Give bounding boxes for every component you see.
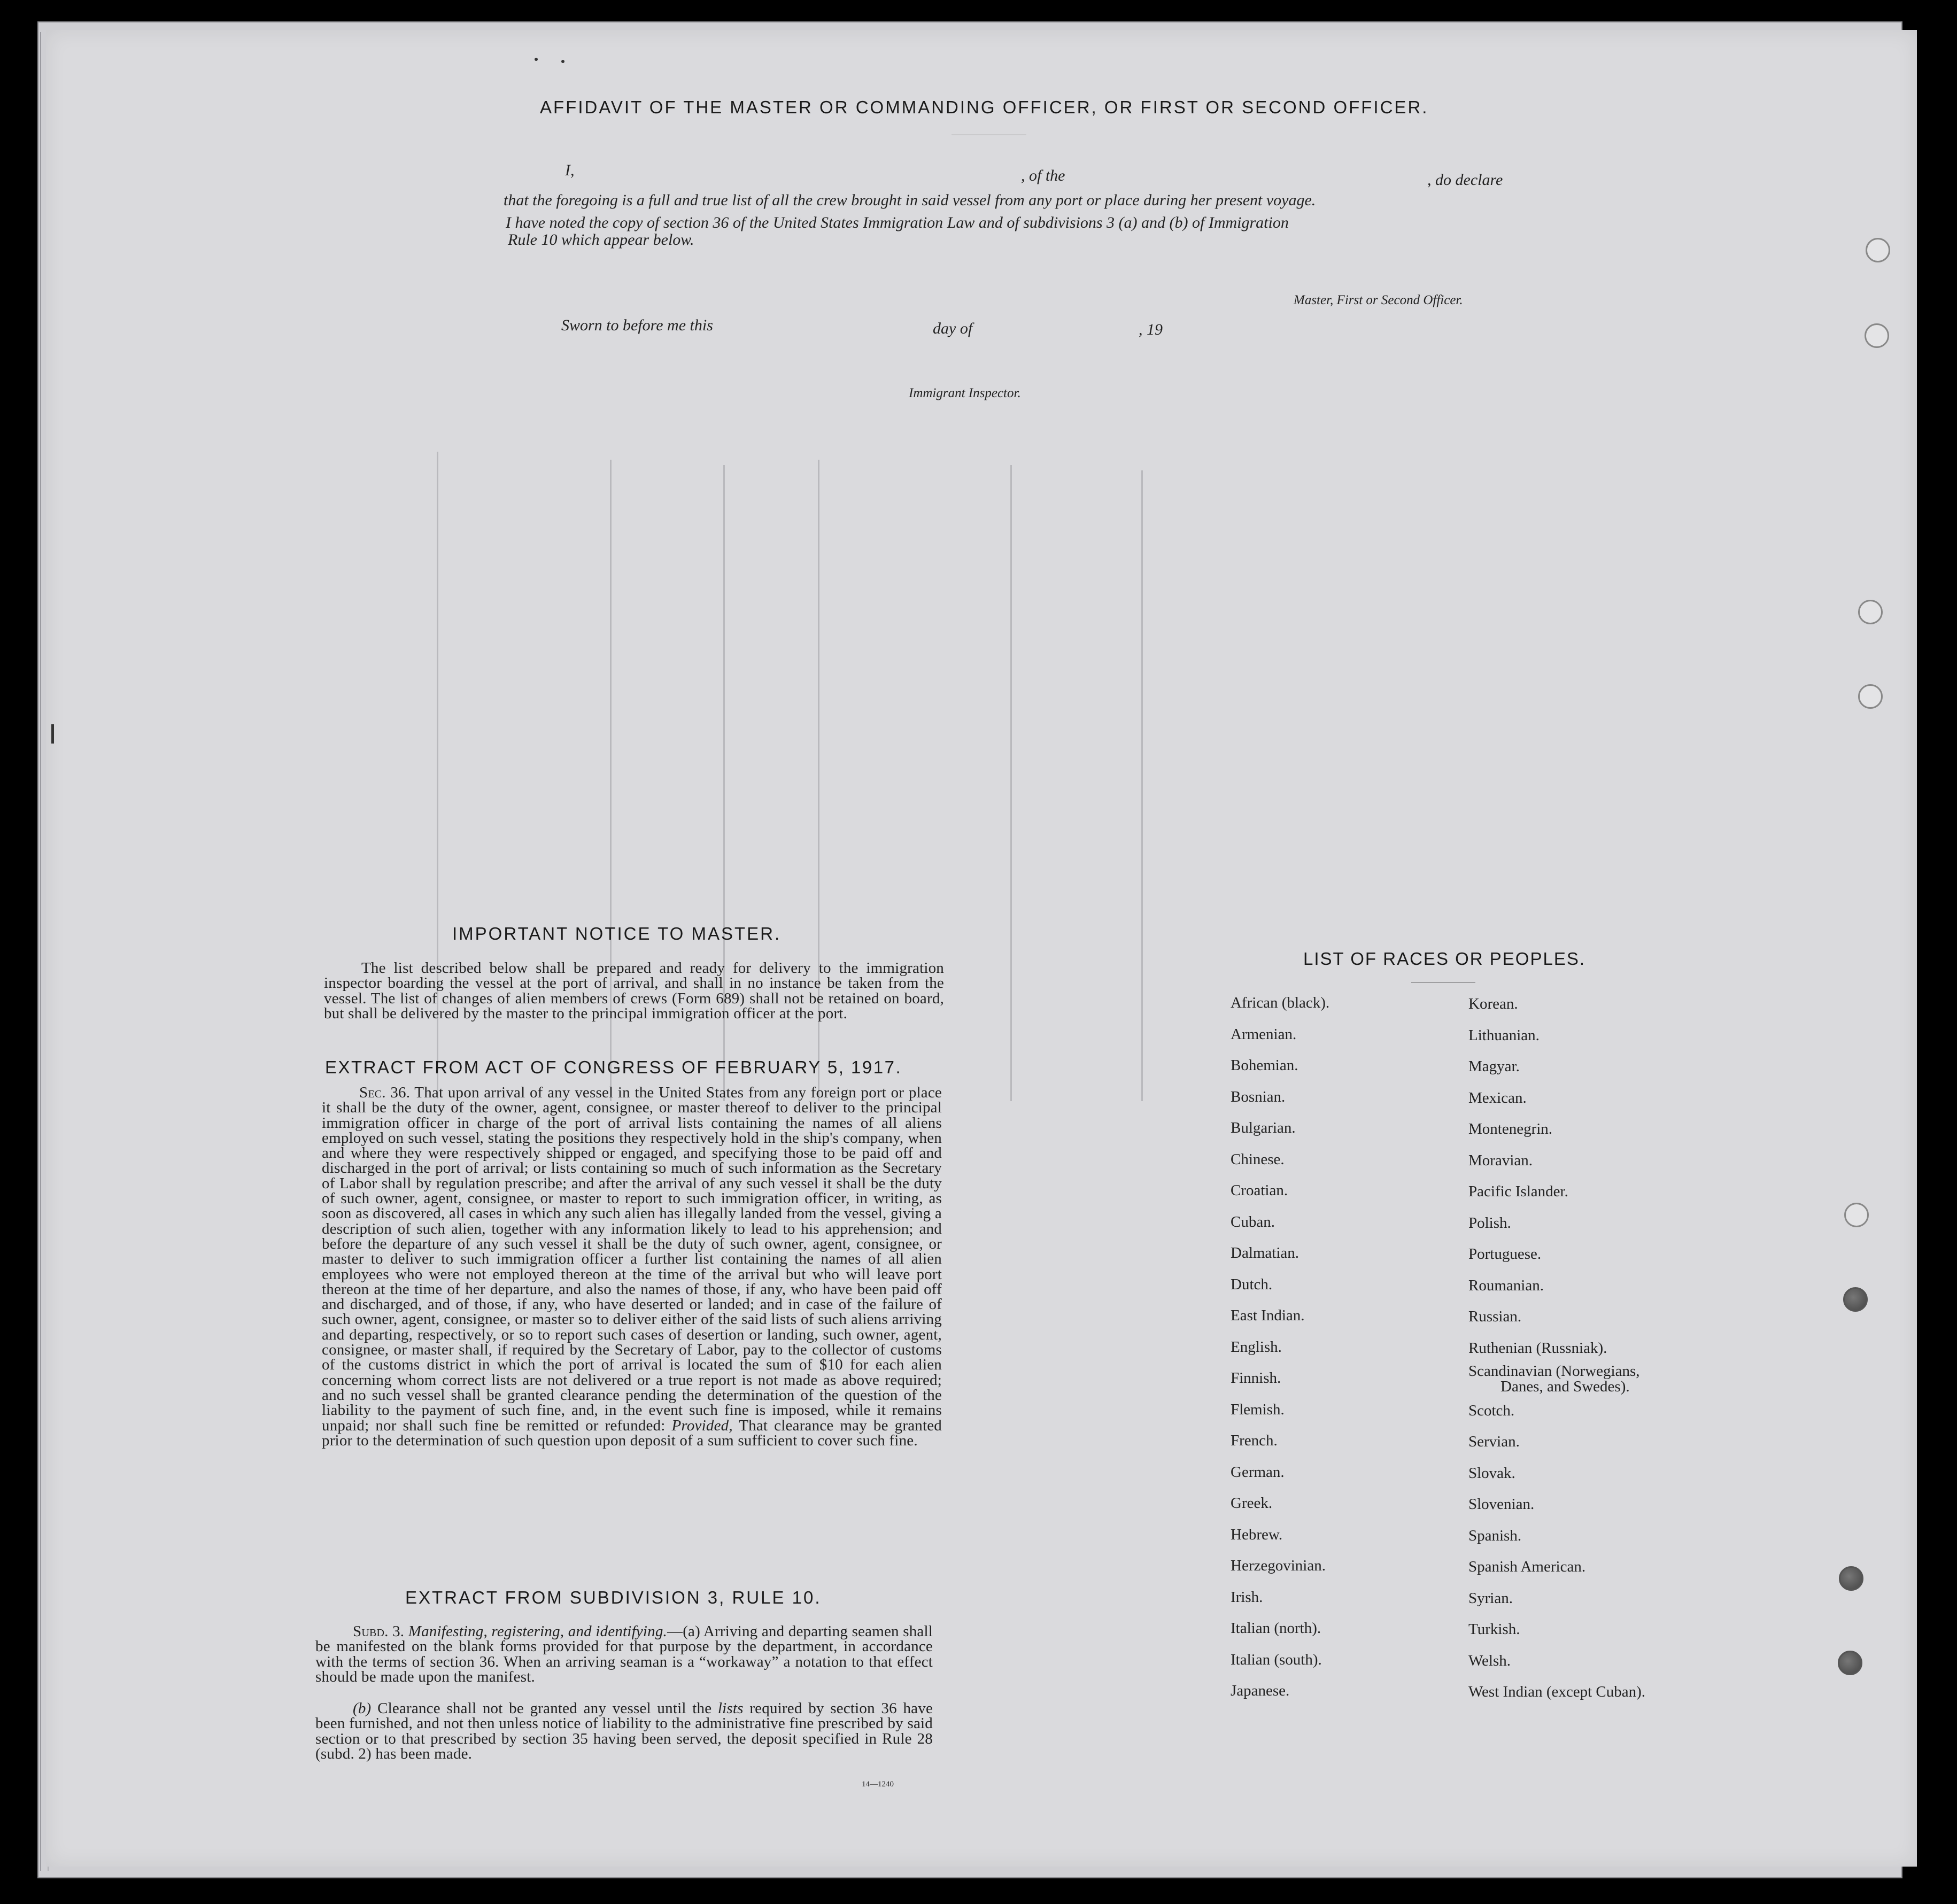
- race-item: Ruthenian (Russniak).: [1468, 1339, 1607, 1357]
- races-left-column: [1231, 987, 1329, 1707]
- para-b-lists: lists: [717, 1700, 744, 1717]
- race-item: Herzegovinian.: [1231, 1557, 1326, 1574]
- race-item: Italian (north).: [1231, 1620, 1321, 1637]
- races-right-column: [1468, 988, 1645, 1708]
- race-item: Magyar.: [1468, 1058, 1520, 1075]
- binder-hole-icon: [1865, 323, 1889, 348]
- affidavit-line-3: I have noted the copy of section 36 of the United States Immigration Law and of subdivisions 3 (a) and (b) of Immigration: [506, 214, 1289, 231]
- rule-para-b: [315, 1701, 933, 1761]
- rule-para-a: [315, 1624, 933, 1684]
- race-item: Bohemian.: [1231, 1057, 1298, 1074]
- race-item: Spanish.: [1468, 1527, 1522, 1544]
- stray-mark: [561, 60, 564, 63]
- race-item: Turkish.: [1468, 1621, 1520, 1638]
- race-item: Portuguese.: [1468, 1245, 1542, 1263]
- race-item: Bosnian.: [1231, 1088, 1286, 1105]
- affidavit-line-2: that the foregoing is a full and true list of all the crew brought in said vessel from any port or place during her present voyage.: [504, 191, 1316, 209]
- race-item: Dutch.: [1231, 1275, 1273, 1293]
- notice-text: The list described below shall be prepared and ready for delivery to the immigration inspector boarding the vessel at the port of arrival, and shall in no instance be taken from the vessel. The list of changes of alien members of crews (Form 689) shall not be retained on board, but shall be delivered by the master to the principal immigration officer at the port.: [324, 959, 944, 1022]
- para-b-1: Clearance shall not be granted any vessel until the: [377, 1700, 712, 1717]
- race-item: Italian (south).: [1231, 1651, 1322, 1668]
- affidavit-title: AFFIDAVIT OF THE MASTER OR COMMANDING OFFICER, OR FIRST OR SECOND OFFICER.: [540, 97, 1429, 117]
- sec-36-end: That clearance may be granted prior to the determination of such question upon deposit of a sum sufficient to cover such fine.: [322, 1417, 942, 1449]
- race-item: Dalmatian.: [1231, 1244, 1299, 1261]
- binder-hole-icon: [1858, 600, 1883, 624]
- affidavit-i: I,: [565, 161, 575, 179]
- race-item: Russian.: [1468, 1308, 1522, 1325]
- binder-hole-icon: [1844, 1203, 1869, 1227]
- race-item: French.: [1231, 1432, 1278, 1449]
- race-item: Irish.: [1231, 1588, 1263, 1606]
- binder-hole-icon: [1838, 1651, 1862, 1675]
- race-item: Japanese.: [1231, 1682, 1290, 1699]
- subd-para-a: —(a) Arriving and departing seamen shall be manifested on the blank forms provided for that purpose by the department, in accordance with the terms of section 36. When an arriving seaman is a “workaway” a notation to that effect should be made upon the manifest.: [315, 1623, 933, 1685]
- extract-act-title: EXTRACT FROM ACT OF CONGRESS OF FEBRUARY 5, 1917.: [325, 1057, 902, 1077]
- extract-rule-title: EXTRACT FROM SUBDIVISION 3, RULE 10.: [405, 1588, 822, 1607]
- race-item: Syrian.: [1468, 1589, 1513, 1607]
- race-item: Spanish American.: [1468, 1558, 1586, 1575]
- form-number: 14—1240: [862, 1780, 894, 1789]
- race-item-scandinavian: Scandinavian (Norwegians,: [1468, 1363, 1640, 1380]
- stray-mark: [535, 58, 538, 61]
- race-item: Moravian.: [1468, 1151, 1533, 1169]
- binder-hole-icon: [1843, 1287, 1868, 1312]
- race-item: Finnish.: [1231, 1369, 1281, 1387]
- race-item: Polish.: [1468, 1214, 1511, 1232]
- binder-hole-icon: [1858, 684, 1883, 709]
- affidavit-line-4: Rule 10 which appear below.: [508, 231, 694, 249]
- race-item: Roumanian.: [1468, 1276, 1544, 1294]
- sec-36-label: Sec. 36.: [359, 1084, 411, 1101]
- para-b-2: required by section 36 have been furnished, and not then unless notice of liability to the administrative fine prescribed by said section or to that prescribed by section 35 having been served, the deposit specified in Rule 28 (subd. 2) has been made.: [315, 1700, 933, 1762]
- race-item: Cuban.: [1231, 1213, 1275, 1230]
- race-item: Croatian.: [1231, 1182, 1288, 1199]
- race-item: Bulgarian.: [1231, 1119, 1296, 1136]
- race-item: Servian.: [1468, 1433, 1520, 1450]
- notice-title: IMPORTANT NOTICE TO MASTER.: [452, 924, 782, 943]
- race-item-scandinavian-cont: Danes, and Swedes).: [1500, 1378, 1630, 1395]
- race-item: Greek.: [1231, 1495, 1273, 1512]
- inspector-label: Immigrant Inspector.: [909, 386, 1021, 400]
- races-title: LIST OF RACES OR PEOPLES.: [1303, 949, 1586, 969]
- race-item: East Indian.: [1231, 1307, 1305, 1324]
- para-b-label: (b): [353, 1700, 372, 1717]
- form-column-line: [1010, 465, 1012, 1101]
- master-signature-label: Master, First or Second Officer.: [1294, 293, 1463, 307]
- race-item: Korean.: [1468, 995, 1518, 1012]
- extract-act-text: [322, 1085, 942, 1448]
- race-item: Mexican.: [1468, 1089, 1527, 1106]
- affidavit-do-declare: , do declare: [1427, 171, 1503, 189]
- form-column-line: [1141, 470, 1143, 1101]
- subd-heading: Manifesting, registering, and identifying.: [408, 1623, 667, 1640]
- stray-mark: [51, 724, 54, 744]
- day-of-text: day of: [933, 320, 973, 337]
- race-item: Montenegrin.: [1468, 1120, 1553, 1137]
- race-item: African (black).: [1231, 994, 1330, 1011]
- subd-label: Subd. 3.: [353, 1623, 405, 1640]
- race-item: Welsh.: [1468, 1652, 1511, 1669]
- race-item: Armenian.: [1231, 1025, 1297, 1043]
- race-item: [1468, 1364, 1645, 1395]
- race-item: Slovenian.: [1468, 1496, 1535, 1513]
- race-item: English.: [1231, 1338, 1282, 1356]
- race-item: Flemish.: [1231, 1400, 1285, 1418]
- year-prefix-text: , 19: [1139, 321, 1163, 338]
- race-item: Slovak.: [1468, 1464, 1515, 1482]
- race-item: Chinese.: [1231, 1150, 1285, 1168]
- race-item: Lithuanian.: [1468, 1026, 1540, 1044]
- sworn-to-text: Sworn to before me this: [561, 316, 713, 334]
- race-item: Scotch.: [1468, 1402, 1515, 1419]
- race-item: German.: [1231, 1463, 1285, 1481]
- race-item: West Indian (except Cuban).: [1468, 1683, 1646, 1700]
- binder-hole-icon: [1839, 1566, 1863, 1591]
- race-item: Pacific Islander.: [1468, 1183, 1568, 1200]
- affidavit-of-the: , of the: [1021, 167, 1065, 184]
- race-item: Hebrew.: [1231, 1526, 1283, 1543]
- sec-36-body: That upon arrival of any vessel in the United States from any foreign port or place it shall be the duty of the owner, agent, consignee, or master thereof to deliver to the principal immigration officer in charge of the port of arrival lists containing the names of all aliens employed on such vessel, stating the positions they respectively hold in the ship's company, when and where they were respectively shipped or engaged, and specifying those to be paid off and discharged in the port of arrival; or lists containing so much of such information as the Secretary of Labor shall by regulation prescribe; and after the arrival of any such vessel it shall be the duty of such owner, agent, consignee, or master to report to such immigration officer, in writing, as soon as discovered, all cases in which any such alien has illegally landed from the vessel, giving a description of such alien, together with any information likely to lead to his apprehension; and before the departure of any such vessel it shall be the duty of such owner, agent, consignee, or master to deliver to such immigration officer a further list containing the names of all alien employees who were not employed thereon at the time of the arrival but who will leave port thereon at the time of her departure, and also the names of those, if any, who have been paid off and discharged, and of those, if any, who have deserted or landed; and in case of the failure of such owner, agent, consignee, or master so to deliver either of the said lists of such aliens arriving and departing, respectively, or so to report such cases of desertion or landing, such owner, agent, consignee, or master shall, if required by the Secretary of Labor, pay to the collector of customs of the customs district in which the port of arrival is located the sum of $10 for each alien concerning whom correct lists are not delivered or a true report is not made as above required; and no such vessel shall be granted clearance pending the determination of the question of the liability to the payment of such fine, and, in the event such fine is imposed, while it remains unpaid; nor shall such fine be remitted or refunded:: [322, 1084, 942, 1434]
- provided-word: Provided,: [671, 1417, 733, 1434]
- binder-hole-icon: [1866, 238, 1890, 262]
